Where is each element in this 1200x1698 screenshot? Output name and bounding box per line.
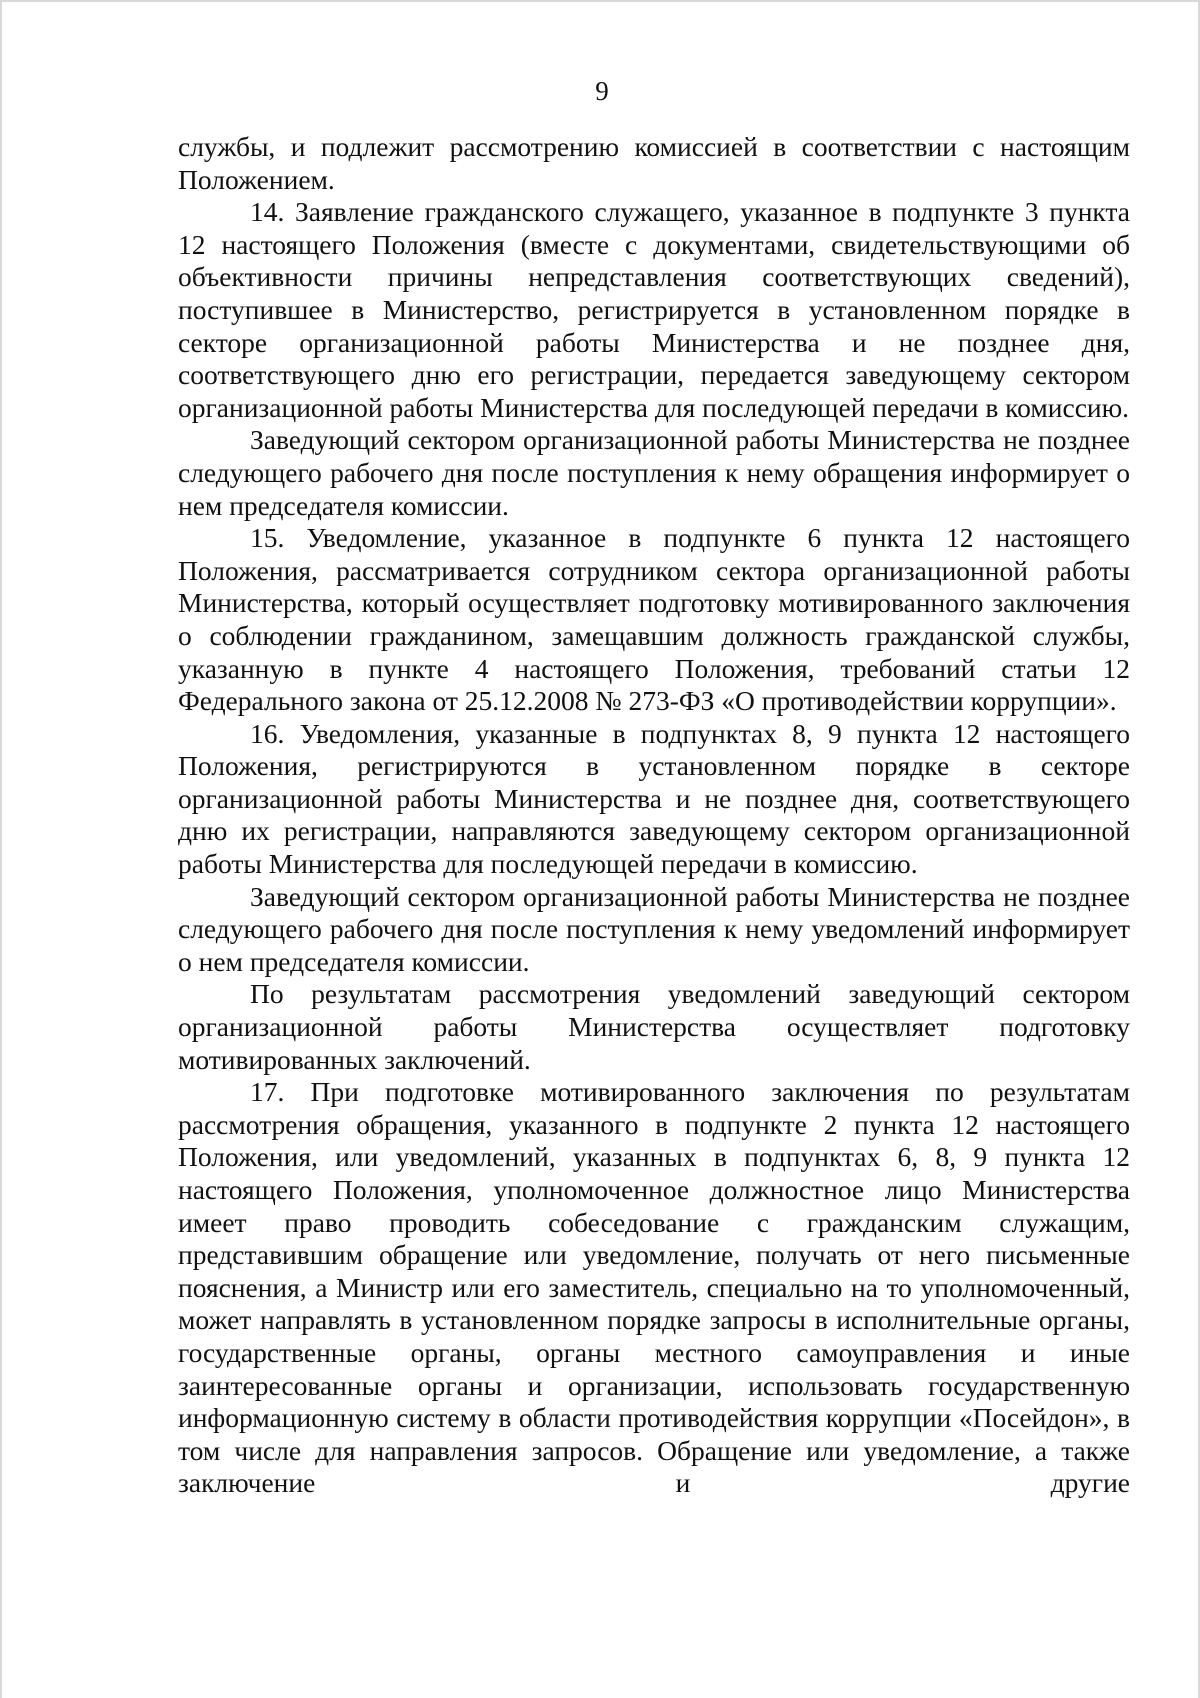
paragraph-continuation: службы, и подлежит рассмотрению комиссией в соответствии с настоящим Положением.	[178, 131, 1130, 195]
paragraph-16-conclusions: По результатам рассмотрения уведомлений заведующий сектором организационной работы Министерства осуществляет подготовку мотивированных заключений.	[178, 978, 1130, 1075]
paragraph-16-note: Заведующий сектором организационной работы Министерства не позднее следующего рабочего дня после поступления к нему уведомлений информирует о нем председателя комиссии.	[178, 880, 1130, 977]
paragraph-14: 14. Заявление гражданского служащего, указанное в подпункте 3 пункта 12 настоящего Положения (вместе с документами, свидетельствующими об объективности причины непредставления соответствующих сведений), поступившее в Министерство, регистрируется в установленном порядке в секторе организационной работы Министерства и не позднее дня, соответствующего дню его регистрации, передается заведующему сектором организационной работы Министерства для последующей передачи в комиссию.	[178, 196, 1130, 423]
page-number: 9	[595, 76, 609, 106]
paragraph-17: 17. При подготовке мотивированного заключения по результатам рассмотрения обращения, указанного в подпункте 2 пункта 12 настоящего Положения, или уведомлений, указанных в подпунктах 6, 8, 9 пункта 12 настоящего Положения, уполномоченное должностное лицо Министерства имеет право проводить собеседование с гражданским служащим, представившим обращение или уведомление, получать от него письменные пояснения, а Министр или его заместитель, специально на то уполномоченный, может направлять в установленном порядке запросы в исполнительные органы, государственные органы, органы местного самоуправления и иные заинтересованные органы и организации, использовать государственную информационную систему в области противодействия коррупции «Посейдон», в том числе для направления запросов. Обращение или уведомление, а также заключение и другие	[178, 1076, 1130, 1499]
paragraph-15: 15. Уведомление, указанное в подпункте 6 пункта 12 настоящего Положения, рассматривается сотрудником сектора организационной работы Министерства, который осуществляет подготовку мотивированного заключения о соблюдении гражданином, замещавшим должность гражданской службы, указанную в пункте 4 настоящего Положения, требований статьи 12 Федерального закона от 25.12.2008 № 273-ФЗ «О противодействии коррупции».	[178, 522, 1130, 717]
paragraph-16: 16. Уведомления, указанные в подпунктах 8, 9 пункта 12 настоящего Положения, регистрируются в установленном порядке в секторе организационной работы Министерства и не позднее дня, соответствующего дню их регистрации, направляются заведующему сектором организационной работы Министерства для последующей передачи в комиссию.	[178, 717, 1130, 880]
document-body	[178, 131, 1130, 1500]
paragraph-14-note: Заведующий сектором организационной работы Министерства не позднее следующего рабочего дня после поступления к нему обращения информирует о нем председателя комиссии.	[178, 424, 1130, 521]
